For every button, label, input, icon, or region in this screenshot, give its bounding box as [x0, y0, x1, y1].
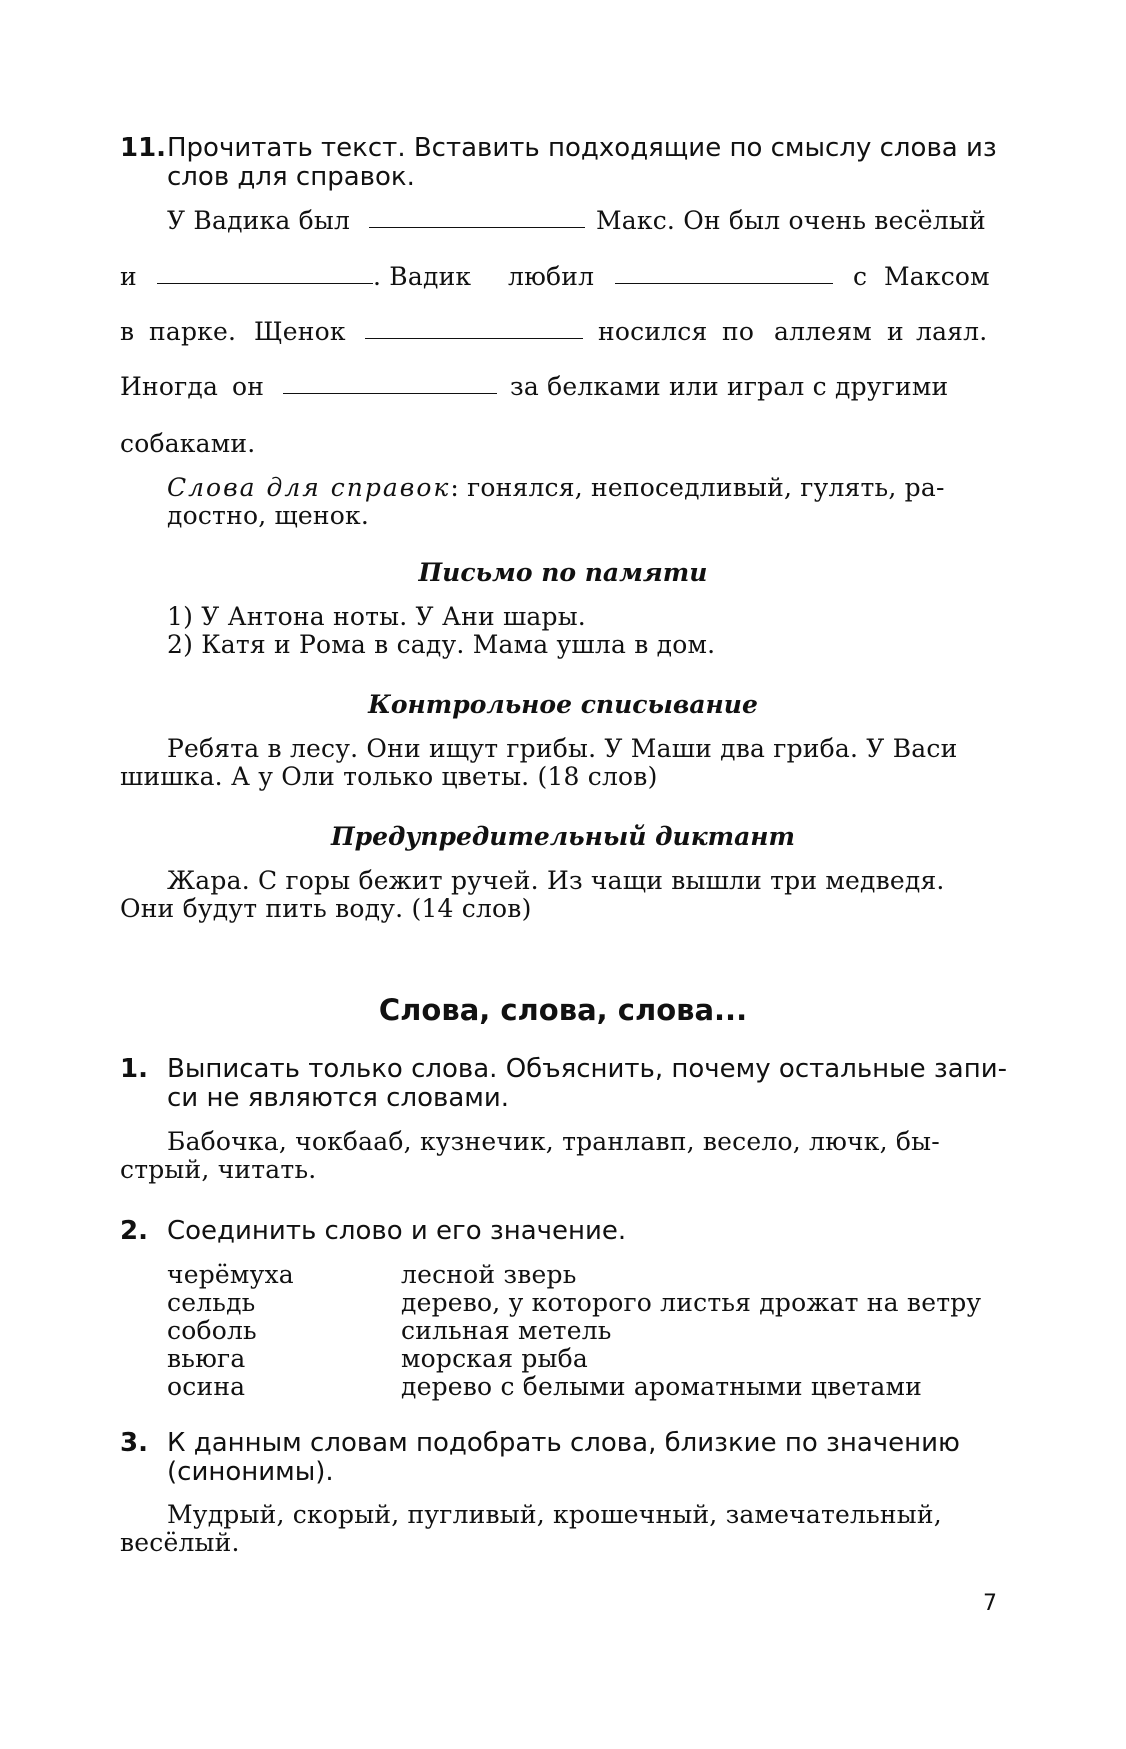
exercise-11-number: 11. — [120, 133, 167, 163]
exercise-3-number: 3. — [120, 1428, 148, 1458]
reference-words-line-1 — [167, 473, 945, 502]
gap-text-row-1-start: У Вадика был — [167, 206, 351, 235]
exercise-3-task-line-2: (синонимы). — [167, 1457, 334, 1487]
exercise-11-task-line-2: слов для справок. — [167, 162, 415, 192]
exercise-3-text-line-1: Мудрый, скорый, пугливый, крошечный, замечательный, — [167, 1500, 942, 1529]
exercise-1-task-line-2: си не являются словами. — [167, 1083, 510, 1113]
gap-text-row-2-c: любил — [508, 262, 595, 291]
exercise-3-text-line-2: весёлый. — [120, 1528, 240, 1557]
dictation-heading: Предупредительный диктант — [331, 822, 795, 851]
exercise-1-task-line-1: Выписать только слова. Объяснить, почему остальные запи- — [167, 1054, 1007, 1084]
dictation-text-line-1: Жара. С горы бежит ручей. Из чащи вышли три медведя. — [167, 866, 945, 895]
match-word-5: осина — [167, 1372, 246, 1401]
gap-text-row-5: собаками. — [120, 429, 256, 458]
answer-blank-3[interactable] — [615, 283, 833, 284]
page-number: 7 — [983, 1591, 997, 1616]
exercise-3-task-line-1: К данным словам подобрать слова, близкие по значению — [167, 1428, 960, 1458]
gap-text-row-4-b: он — [232, 372, 265, 401]
gap-text-row-2-a: и — [120, 262, 137, 291]
match-meaning-2: дерево, у которого листья дрожат на ветру — [401, 1288, 982, 1317]
gap-text-row-3-e: по — [722, 317, 755, 346]
memory-writing-heading: Письмо по памяти — [418, 558, 708, 587]
copying-heading: Контрольное списывание — [368, 690, 758, 719]
exercise-1-number: 1. — [120, 1054, 148, 1084]
reference-words-line-2: достно, щенок. — [167, 501, 370, 530]
exercise-1-text-line-1: Бабочка, чокбааб, кузнечик, транлавп, весело, лючк, бы- — [167, 1127, 940, 1156]
reference-words-label: Слова для справок — [167, 473, 451, 502]
memory-writing-item-2: 2) Катя и Рома в саду. Мама ушла в дом. — [167, 630, 716, 659]
answer-blank-5[interactable] — [283, 393, 497, 394]
match-word-1: черёмуха — [167, 1260, 294, 1289]
exercise-2-number: 2. — [120, 1216, 148, 1246]
match-word-3: соболь — [167, 1316, 257, 1345]
match-meaning-1: лесной зверь — [401, 1260, 577, 1289]
gap-text-row-3-a: в — [120, 317, 135, 346]
answer-blank-2[interactable] — [157, 283, 373, 284]
copying-text-line-1: Ребята в лесу. Они ищут грибы. У Маши два гриба. У Васи — [167, 734, 958, 763]
gap-text-row-3-b: парке. — [149, 317, 237, 346]
memory-writing-item-1: 1) У Антона ноты. У Ани шары. — [167, 602, 586, 631]
exercise-1-text-line-2: стрый, читать. — [120, 1155, 317, 1184]
match-word-4: вьюга — [167, 1344, 246, 1373]
exercise-11-task-line-1: Прочитать текст. Вставить подходящие по смыслу слова из — [167, 133, 997, 163]
gap-text-row-3-h: лаял. — [916, 317, 988, 346]
gap-text-row-3-g: и — [887, 317, 904, 346]
match-meaning-5: дерево с белыми ароматными цветами — [401, 1372, 923, 1401]
exercise-2-task: Соединить слово и его значение. — [167, 1216, 627, 1246]
gap-text-row-3-f: аллеям — [774, 317, 872, 346]
section-title: Слова, слова, слова... — [378, 993, 748, 1027]
gap-text-row-2-b: . Вадик — [373, 262, 472, 291]
match-meaning-4: морская рыба — [401, 1344, 589, 1373]
gap-text-row-4-c: за белками или играл с другими — [510, 372, 949, 401]
match-meaning-3: сильная метель — [401, 1316, 612, 1345]
gap-text-row-1-end: Макс. Он был очень весёлый — [596, 206, 986, 235]
match-word-2: сельдь — [167, 1288, 256, 1317]
copying-text-line-2: шишка. А у Оли только цветы. (18 слов) — [120, 762, 658, 791]
gap-text-row-3-c: Щенок — [254, 317, 346, 346]
reference-words-list: : гонялся, непоседливый, гулять, ра- — [450, 473, 945, 502]
answer-blank-1[interactable] — [369, 227, 585, 228]
gap-text-row-2-d: с — [853, 262, 868, 291]
gap-text-row-3-d: носился — [598, 317, 708, 346]
dictation-text-line-2: Они будут пить воду. (14 слов) — [120, 894, 532, 923]
gap-text-row-4-a: Иногда — [120, 372, 219, 401]
answer-blank-4[interactable] — [365, 338, 583, 339]
gap-text-row-2-e: Максом — [884, 262, 990, 291]
